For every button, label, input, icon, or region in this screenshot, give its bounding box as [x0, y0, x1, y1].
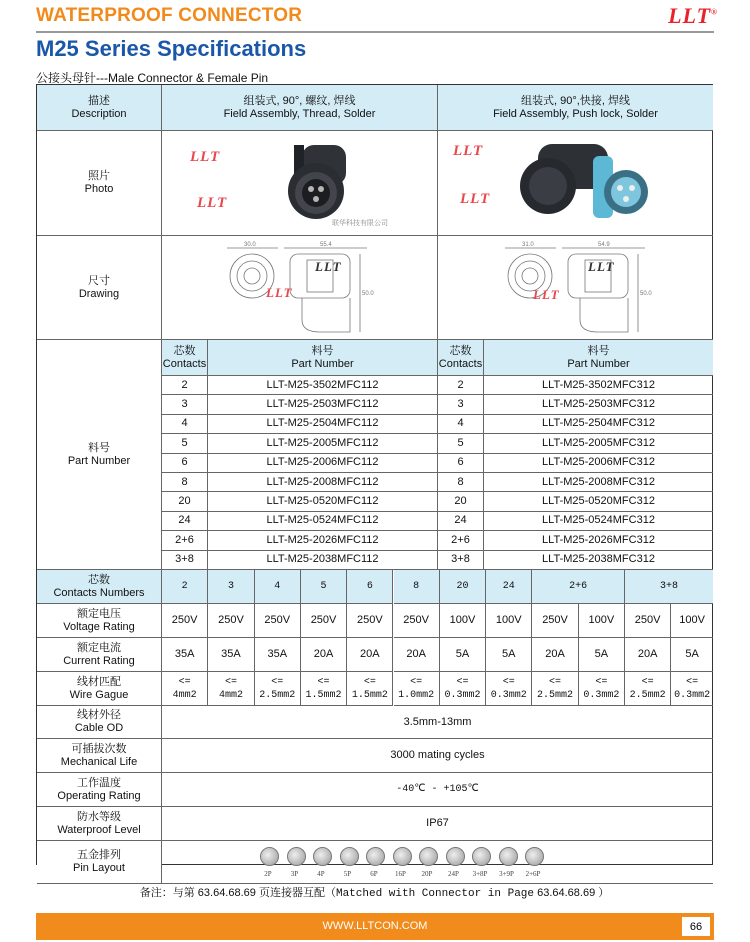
col-right-en: Field Assembly, Push lock, Solder: [493, 107, 658, 120]
pin-layout-label: 6P: [370, 870, 378, 878]
note-pages: 63.64.68.69: [197, 887, 256, 899]
pin-layout-label: 2+6P: [525, 870, 541, 878]
wire-gauge-op: <=: [456, 676, 469, 688]
page-number: 66: [682, 917, 710, 936]
current-cell: 20A: [625, 638, 671, 672]
pn-contacts-header-left: [162, 340, 208, 376]
logo-watermark: LLT: [190, 149, 221, 165]
pin-layout-diagram: [419, 847, 438, 866]
pn-value-cell: LLT-M25-2038MFC312: [484, 551, 713, 570]
registered-mark: ®: [711, 7, 718, 17]
pn-value-cell: LLT-M25-2504MFC112: [208, 415, 438, 434]
pin-layout-label: 24P: [448, 870, 459, 878]
label-en: Description: [71, 107, 127, 120]
col-left-en: Field Assembly, Thread, Solder: [223, 107, 376, 120]
wire-gauge-value: 0.3mm2: [674, 689, 711, 701]
label-en: Wire Gague: [69, 688, 129, 701]
row-label-description: [37, 85, 162, 131]
note-prefix: 备注：与第: [139, 888, 195, 900]
pn-value-cell: LLT-M25-2504MFC312: [484, 415, 713, 434]
current-cell: 20A: [347, 638, 393, 672]
header-cn: 芯数: [173, 344, 196, 357]
pn-contacts-cell: 20: [162, 492, 208, 511]
label-en: Pin Layout: [73, 862, 125, 874]
pin-layout-diagram: [525, 847, 544, 866]
contacts-number-cell: 3: [208, 570, 254, 604]
pn-contacts-cell: 2: [438, 376, 484, 395]
wire-gauge-cell: [301, 672, 347, 706]
page-footer: [36, 913, 714, 940]
wire-gauge-cell: [162, 672, 208, 706]
dimension-height: 50.0: [362, 291, 374, 297]
current-cell: 20A: [301, 638, 347, 672]
label-cn: 芯数: [88, 573, 110, 586]
label-cn: 额定电流: [77, 641, 121, 654]
wire-gauge-op: <=: [178, 676, 191, 688]
current-cell: 20A: [394, 638, 440, 672]
pin-layout-label: 3+9P: [499, 870, 514, 878]
wire-gauge-op: <=: [224, 676, 237, 688]
current-cell: 5A: [486, 638, 532, 672]
voltage-cell: 250V: [255, 604, 301, 638]
pn-value-cell: LLT-M25-2008MFC112: [208, 473, 438, 492]
wire-gauge-value: 2.5mm2: [629, 689, 666, 701]
wire-gauge-cell: [208, 672, 254, 706]
column-header-right: [438, 85, 713, 131]
pin-layout-diagram: [366, 847, 385, 866]
wire-gauge-op: <=: [410, 676, 423, 688]
label-cn: 五金排列: [77, 849, 121, 861]
header-cn: 料号: [311, 344, 334, 357]
pn-contacts-cell: 6: [162, 454, 208, 473]
operating-rating-value: -40℃ - +105℃: [162, 773, 713, 807]
note-suffix: ）: [598, 888, 610, 900]
pn-value-cell: LLT-M25-0524MFC112: [208, 512, 438, 531]
wire-gauge-cell: [671, 672, 713, 706]
contacts-number-cell: 6: [347, 570, 393, 604]
wire-gauge-cell: [440, 672, 486, 706]
drawing-right: [438, 236, 713, 340]
row-label-part-number: [37, 340, 162, 570]
technical-drawing-pushlock: [500, 240, 650, 336]
voltage-cell: 100V: [579, 604, 625, 638]
logo-watermark: LLT: [588, 259, 615, 274]
cable-od-value: 3.5mm-13mm: [162, 706, 713, 739]
label-cn: 照片: [88, 170, 110, 182]
pin-layout-label: 3+8P: [472, 870, 488, 878]
page-subtitle: 公接头母针---Male Connector & Female Pin: [36, 71, 269, 85]
voltage-cell: 250V: [347, 604, 393, 638]
waterproof-level-value: IP67: [162, 807, 713, 841]
label-cn: 线材外径: [77, 709, 121, 721]
header-cn: 料号: [587, 344, 610, 357]
pn-contacts-cell: 24: [162, 512, 208, 531]
current-cell: 35A: [255, 638, 301, 672]
dimension-width: 30.0: [244, 242, 256, 248]
voltage-cell: 250V: [301, 604, 347, 638]
contacts-number-cell: 2+6: [532, 570, 625, 604]
wire-gauge-cell: [579, 672, 625, 706]
logo-watermark: LLT: [453, 143, 484, 159]
contacts-number-cell: 4: [255, 570, 301, 604]
logo-watermark: LLT: [197, 195, 228, 211]
dimension-height: 50.0: [640, 291, 652, 297]
pn-contacts-cell: 8: [162, 473, 208, 492]
website-link[interactable]: WWW.LLTCON.COM: [322, 920, 428, 932]
pn-contacts-cell: 3+8: [438, 551, 484, 570]
label-en: Mechanical Life: [60, 755, 138, 768]
voltage-cell: 250V: [394, 604, 440, 638]
wire-gauge-cell: [255, 672, 301, 706]
pn-contacts-cell: 2+6: [438, 531, 484, 550]
pn-contacts-cell: 8: [438, 473, 484, 492]
pn-value-cell: LLT-M25-2038MFC112: [208, 551, 438, 570]
pn-contacts-cell: 20: [438, 492, 484, 511]
logo-text: LLT: [668, 3, 712, 28]
header-en: Part Number: [291, 357, 354, 370]
label-en: Waterproof Level: [57, 823, 141, 836]
pn-contacts-header-right: [438, 340, 484, 376]
label-en: Contacts Numbers: [53, 586, 145, 599]
voltage-cell: 100V: [486, 604, 532, 638]
label-cn: 额定电压: [77, 607, 121, 620]
logo-watermark: LLT: [315, 259, 342, 274]
pn-value-cell: LLT-M25-3502MFC312: [484, 376, 713, 395]
pn-contacts-cell: 5: [162, 434, 208, 453]
current-cell: 5A: [440, 638, 486, 672]
label-cn: 工作温度: [77, 776, 121, 789]
pn-value-cell: LLT-M25-0520MFC312: [484, 492, 713, 511]
pn-value-cell: LLT-M25-2503MFC312: [484, 395, 713, 414]
pn-value-cell: LLT-M25-0524MFC312: [484, 512, 713, 531]
row-label-cable-od: [37, 706, 162, 739]
voltage-cell: 250V: [162, 604, 208, 638]
row-label-operating-rating: [37, 773, 162, 807]
current-cell: 5A: [579, 638, 625, 672]
label-cn: 线材匹配: [77, 675, 121, 688]
pin-layout-value: [162, 841, 713, 884]
pn-value-cell: LLT-M25-2006MFC312: [484, 454, 713, 473]
voltage-cell: 100V: [671, 604, 713, 638]
dimension-length: 55.4: [320, 242, 332, 248]
pin-layout-diagram: [340, 847, 359, 866]
pin-layout-label: 16P: [395, 870, 406, 878]
label-en: Operating Rating: [57, 789, 141, 802]
spec-table: [36, 84, 713, 878]
contacts-number-cell: 24: [486, 570, 532, 604]
voltage-cell: 250V: [532, 604, 578, 638]
wire-gauge-value: 4mm2: [172, 689, 197, 701]
header-cn: 芯数: [449, 344, 472, 357]
header-en: Contacts: [162, 357, 207, 370]
wire-gauge-cell: [532, 672, 578, 706]
technical-drawing-thread: [222, 240, 372, 336]
pn-value-cell: LLT-M25-2503MFC112: [208, 395, 438, 414]
compatibility-note: [36, 884, 713, 900]
pn-contacts-cell: 2+6: [162, 531, 208, 550]
logo-watermark: LLT: [460, 191, 491, 207]
pin-layout-label: 2P: [264, 870, 272, 878]
wire-gauge-value: 2.5mm2: [537, 689, 574, 701]
header-rule: [36, 31, 714, 33]
pn-value-cell: LLT-M25-0520MFC112: [208, 492, 438, 511]
dimension-length: 54.9: [598, 242, 610, 248]
pin-layout-diagram: [393, 847, 412, 866]
wire-gauge-op: <=: [363, 676, 376, 688]
wire-gauge-cell: [486, 672, 532, 706]
pin-layout-diagram: [287, 847, 306, 866]
pn-contacts-cell: 3: [162, 395, 208, 414]
current-cell: 20A: [532, 638, 578, 672]
pn-header-right: [484, 340, 713, 376]
label-cn: 防水等级: [77, 810, 121, 823]
drawing-left: [162, 236, 438, 340]
label-en: Current Rating: [63, 654, 135, 667]
pn-contacts-cell: 5: [438, 434, 484, 453]
pn-contacts-cell: 3+8: [162, 551, 208, 570]
mechanical-life-value: 3000 mating cycles: [162, 739, 713, 773]
logo-watermark: LLT: [266, 285, 293, 300]
dimension-width: 31.0: [522, 242, 534, 248]
current-cell: 35A: [162, 638, 208, 672]
wire-gauge-op: <=: [502, 676, 515, 688]
row-label-voltage: [37, 604, 162, 638]
wire-gauge-op: <=: [641, 676, 654, 688]
row-label-current: [37, 638, 162, 672]
pn-contacts-cell: 24: [438, 512, 484, 531]
label-cn: 可插拔次数: [71, 742, 127, 755]
pn-value-cell: LLT-M25-2005MFC312: [484, 434, 713, 453]
note-pages: 63.64.68.69: [537, 887, 596, 899]
label-en: Part Number: [67, 454, 131, 467]
pin-layout-label: 20P: [421, 870, 433, 878]
contacts-number-cell: 5: [301, 570, 347, 604]
contacts-number-cell: 3+8: [625, 570, 713, 604]
row-label-pin-layout: [37, 841, 162, 884]
label-cn: 尺寸: [88, 274, 110, 287]
pn-value-cell: LLT-M25-2005MFC112: [208, 434, 438, 453]
voltage-cell: 100V: [440, 604, 486, 638]
pin-layout-diagram: [260, 847, 279, 866]
voltage-cell: 250V: [625, 604, 671, 638]
pn-contacts-cell: 4: [438, 415, 484, 434]
contacts-number-cell: 8: [394, 570, 440, 604]
photo-right: [438, 131, 713, 236]
pin-layout-label: 5P: [343, 870, 352, 878]
pn-contacts-cell: 4: [162, 415, 208, 434]
label-cn: 描述: [88, 94, 110, 107]
col-right-cn: 组装式, 90°,快接, 焊线: [521, 94, 630, 107]
wire-gauge-cell: [394, 672, 440, 706]
row-label-mechanical-life: [37, 739, 162, 773]
wire-gauge-value: 0.3mm2: [583, 689, 620, 701]
pin-layout-label: 3P: [290, 870, 299, 878]
connector-photo-thread: [254, 139, 388, 229]
connector-photo-pushlock: [508, 136, 648, 231]
pn-value-cell: LLT-M25-2026MFC312: [484, 531, 713, 550]
label-en: Cable OD: [74, 722, 124, 734]
pin-layout-diagram: [499, 847, 518, 866]
col-left-cn: 组装式, 90°, 螺纹, 焊线: [243, 94, 356, 107]
photo-caption: 联华科技有限公司: [332, 220, 388, 227]
header-en: Contacts: [438, 357, 483, 370]
wire-gauge-op: <=: [686, 676, 699, 688]
wire-gauge-op: <=: [271, 676, 284, 688]
contacts-number-cell: 20: [440, 570, 486, 604]
wire-gauge-value: 1.5mm2: [305, 689, 342, 701]
pn-contacts-cell: 3: [438, 395, 484, 414]
row-label-drawing: [37, 236, 162, 340]
wire-gauge-value: 0.3mm2: [444, 689, 481, 701]
photo-left: [162, 131, 438, 236]
contacts-number-cell: 2: [162, 570, 208, 604]
pn-value-cell: LLT-M25-3502MFC112: [208, 376, 438, 395]
page-title: M25 Series Specifications: [36, 36, 307, 61]
label-en: Voltage Rating: [63, 620, 135, 633]
pn-value-cell: LLT-M25-2008MFC312: [484, 473, 713, 492]
pin-layout-diagram: [313, 847, 332, 866]
label-cn: 料号: [88, 441, 110, 454]
row-label-contacts: [37, 570, 162, 604]
wire-gauge-value: 1.0mm2: [398, 689, 435, 701]
wire-gauge-cell: [625, 672, 671, 706]
label-en: Drawing: [78, 287, 120, 300]
wire-gauge-op: <=: [317, 676, 330, 688]
pin-layout-label: 4P: [317, 870, 325, 878]
wire-gauge-value: 0.3mm2: [490, 689, 527, 701]
wire-gauge-value: 1.5mm2: [351, 689, 388, 701]
row-label-wire-gauge: [37, 672, 162, 706]
pn-value-cell: LLT-M25-2026MFC112: [208, 531, 438, 550]
pn-value-cell: LLT-M25-2006MFC112: [208, 454, 438, 473]
pn-header-left: [208, 340, 438, 376]
header-en: Part Number: [567, 357, 630, 370]
pn-contacts-cell: 2: [162, 376, 208, 395]
voltage-cell: 250V: [208, 604, 254, 638]
pin-layout-diagram: [446, 847, 465, 866]
current-cell: 5A: [671, 638, 713, 672]
note-middle: 页连接器互配（Matched with Connector in Page: [258, 888, 535, 900]
category-header: WATERPROOF CONNECTOR: [36, 5, 303, 26]
column-header-left: [162, 85, 438, 131]
row-label-waterproof-level: [37, 807, 162, 841]
wire-gauge-value: 4mm2: [218, 689, 243, 701]
pin-layout-diagram: [472, 847, 491, 866]
row-label-photo: [37, 131, 162, 236]
label-en: Photo: [84, 183, 114, 195]
wire-gauge-op: <=: [549, 676, 562, 688]
llt-logo: [668, 3, 718, 29]
current-cell: 35A: [208, 638, 254, 672]
spec-sheet: [36, 84, 714, 909]
pn-contacts-cell: 6: [438, 454, 484, 473]
wire-gauge-cell: [347, 672, 393, 706]
wire-gauge-op: <=: [595, 676, 608, 688]
logo-watermark: LLT: [533, 287, 560, 302]
wire-gauge-value: 2.5mm2: [259, 689, 296, 701]
